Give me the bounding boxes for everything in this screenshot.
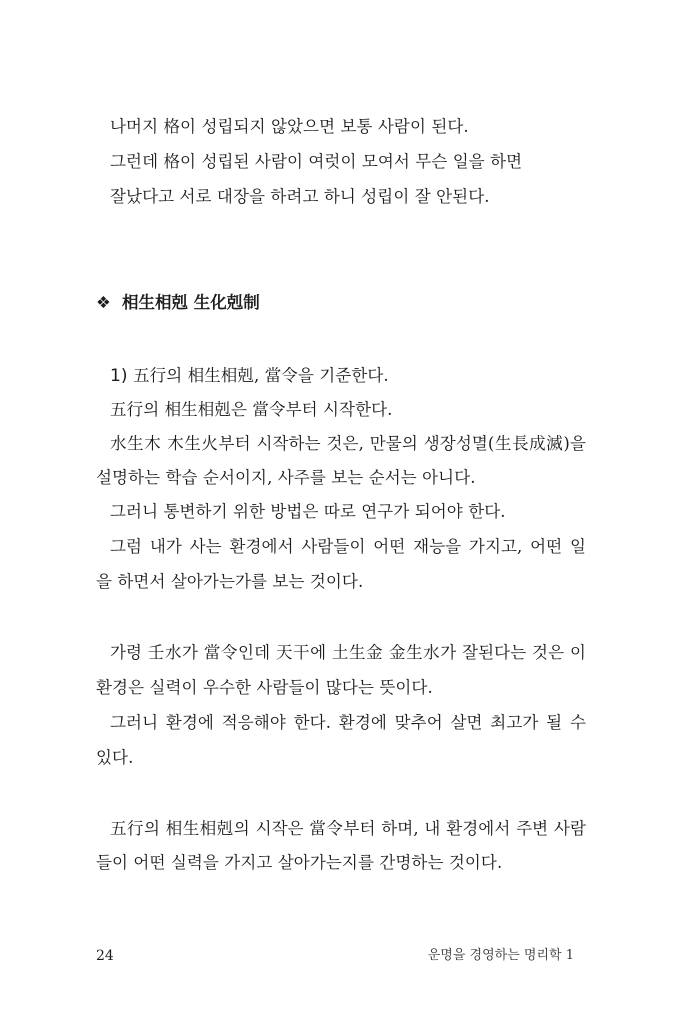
para3-line-1: 五行의 相生相剋의 시작은 當令부터 하며, 내 환경에서 주변 사람	[110, 819, 586, 838]
para3-line-2: 들이 어떤 실력을 가지고 살아가는지를 간명하는 것이다.	[96, 853, 503, 872]
subsection-heading	[110, 364, 586, 388]
intro-line-3: 잘났다고 서로 대장을 하려고 하니 성립이 잘 안된다.	[110, 187, 490, 206]
para2-line-4: 있다.	[96, 748, 134, 767]
page-number: 24	[96, 948, 114, 964]
section-title: 相生相剋 生化剋制	[122, 293, 260, 312]
running-footer-title: 운명을 경영하는 명리학 1	[427, 948, 574, 963]
para1-line-2: 水生木 木生火부터 시작하는 것은, 만물의 생장성멸(生長成滅)을	[110, 434, 586, 453]
para1-line-4: 그러니 통변하기 위한 방법은 따로 연구가 되어야 한다.	[110, 502, 506, 521]
subsection-title: 五行의 相生相剋, 當令을 기준한다.	[133, 366, 389, 385]
intro-line-2: 그런데 格이 성립된 사람이 여럿이 모여서 무슨 일을 하면	[110, 152, 523, 171]
para2-line-3: 그러니 환경에 적응해야 한다. 환경에 맞추어 살면 최고가 될 수	[110, 713, 586, 732]
para1-line-3: 설명하는 학습 순서이지, 사주를 보는 순서는 아니다.	[96, 468, 476, 487]
diamond-bullet-icon: ❖	[96, 293, 111, 312]
para1-line-5: 그럼 내가 사는 환경에서 사람들이 어떤 재능을 가지고, 어떤 일	[110, 537, 586, 556]
para2-line-1: 가령 壬水가 當令인데 天干에 土生金 金生水가 잘된다는 것은 이	[110, 643, 586, 662]
para1-line-1: 五行의 相生相剋은 當令부터 시작한다.	[110, 400, 393, 419]
para1-line-6: 을 하면서 살아가는가를 보는 것이다.	[96, 572, 364, 591]
intro-line-1: 나머지 格이 성립되지 않았으면 보통 사람이 된다.	[110, 117, 469, 136]
subsection-number: 1)	[110, 366, 128, 386]
section-heading	[96, 291, 260, 315]
para2-line-2: 환경은 실력이 우수한 사람들이 많다는 뜻이다.	[96, 678, 433, 697]
